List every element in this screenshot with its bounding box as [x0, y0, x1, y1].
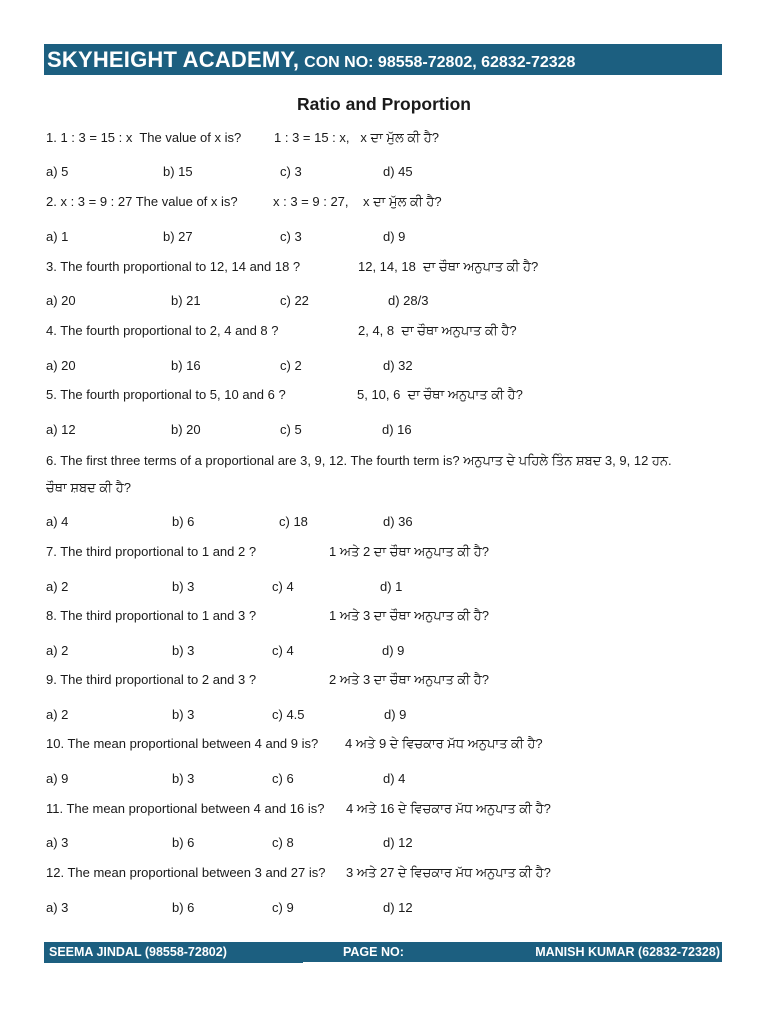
option-d: d) 12	[383, 835, 413, 850]
option-a: a) 5	[46, 164, 69, 179]
footer-divider	[44, 962, 303, 963]
question-text: 4. The fourth proportional to 2, 4 and 8 ?	[46, 323, 279, 338]
option-b: b) 3	[172, 771, 195, 786]
option-c: c) 6	[272, 771, 294, 786]
footer-page-number: PAGE NO:	[343, 945, 404, 959]
question-text: 7. The third proportional to 1 and 2 ?	[46, 544, 257, 559]
option-d: d) 4	[383, 771, 406, 786]
option-d: d) 16	[382, 422, 412, 437]
option-d: d) 1	[380, 579, 403, 594]
option-a: a) 2	[46, 579, 69, 594]
option-d: d) 36	[383, 514, 413, 529]
question-text-punjabi: 4 ਅਤੇ 16 ਦੇ ਵਿਚਕਾਰ ਮੱਧ ਅਨੁਪਾਤ ਕੀ ਹੈ?	[346, 801, 551, 816]
option-d: d) 28/3	[388, 293, 429, 308]
option-b: b) 20	[171, 422, 201, 437]
option-c: c) 3	[280, 229, 302, 244]
footer-teacher-right: MANISH KUMAR (62832-72328)	[535, 945, 720, 959]
option-c: c) 9	[272, 900, 294, 915]
option-c: c) 4	[272, 579, 294, 594]
question-text-punjabi: 2 ਅਤੇ 3 ਦਾ ਚੌਥਾ ਅਨੁਪਾਤ ਕੀ ਹੈ?	[329, 672, 490, 687]
option-c: c) 18	[279, 514, 308, 529]
question-text-punjabi: 2, 4, 8 ਦਾ ਚੌਥਾ ਅਨੁਪਾਤ ਕੀ ਹੈ?	[358, 323, 517, 338]
question-text: 2. x : 3 = 9 : 27 The value of x is?	[46, 194, 238, 209]
option-a: a) 12	[46, 422, 76, 437]
option-c: c) 4.5	[272, 707, 305, 722]
option-b: b) 27	[163, 229, 193, 244]
option-d: d) 12	[383, 900, 413, 915]
question-text: 10. The mean proportional between 4 and 9 is?	[46, 736, 319, 751]
question-text-punjabi: 1 ਅਤੇ 3 ਦਾ ਚੌਥਾ ਅਨੁਪਾਤ ਕੀ ਹੈ?	[329, 608, 490, 623]
option-d: d) 9	[384, 707, 407, 722]
option-b: b) 16	[171, 358, 201, 373]
option-d: d) 32	[383, 358, 413, 373]
option-b: b) 6	[172, 900, 195, 915]
option-a: a) 2	[46, 707, 69, 722]
option-b: b) 3	[172, 643, 195, 658]
question-text-punjabi: 12, 14, 18 ਦਾ ਚੌਥਾ ਅਨੁਪਾਤ ਕੀ ਹੈ?	[358, 259, 539, 274]
question-text-punjabi-continued: ਚੌਥਾ ਸ਼ਬਦ ਕੀ ਹੈ?	[46, 480, 131, 495]
question-text: 12. The mean proportional between 3 and 27 is?	[46, 865, 326, 880]
question-text-punjabi: 4 ਅਤੇ 9 ਦੇ ਵਿਚਕਾਰ ਮੱਧ ਅਨੁਪਾਤ ਕੀ ਹੈ?	[345, 736, 543, 751]
contact-numbers: CON NO: 98558-72802, 62832-72328	[304, 54, 576, 71]
option-a: a) 1	[46, 229, 69, 244]
question-text: 1. 1 : 3 = 15 : x The value of x is?	[46, 130, 242, 145]
option-b: b) 3	[172, 579, 195, 594]
option-a: a) 20	[46, 358, 76, 373]
question-text: 3. The fourth proportional to 12, 14 and 18 ?	[46, 259, 301, 274]
option-c: c) 22	[280, 293, 309, 308]
option-b: b) 21	[171, 293, 201, 308]
question-text-punjabi: ਅਨੁਪਾਤ ਦੇ ਪਹਿਲੇ ਤਿੰਨ ਸ਼ਬਦ 3, 9, 12 ਹਨ.	[463, 453, 672, 468]
header-bar	[44, 44, 722, 75]
option-a: a) 4	[46, 514, 69, 529]
option-a: a) 2	[46, 643, 69, 658]
question-text-punjabi: 5, 10, 6 ਦਾ ਚੌਥਾ ਅਨੁਪਾਤ ਕੀ ਹੈ?	[357, 387, 523, 402]
option-d: d) 9	[383, 229, 406, 244]
academy-name: SKYHEIGHT ACADEMY,	[47, 47, 300, 72]
option-c: c) 2	[280, 358, 302, 373]
page-title: Ratio and Proportion	[296, 94, 472, 114]
option-b: b) 6	[172, 514, 195, 529]
question-text: 11. The mean proportional between 4 and 16 is?	[46, 801, 325, 816]
question-text-punjabi: x : 3 = 9 : 27, x ਦਾ ਮੁੱਲ ਕੀ ਹੈ?	[273, 194, 442, 209]
option-c: c) 4	[272, 643, 294, 658]
option-c: c) 5	[280, 422, 302, 437]
option-a: a) 3	[46, 900, 69, 915]
question-text-punjabi: 1 : 3 = 15 : x, x ਦਾ ਮੁੱਲ ਕੀ ਹੈ?	[274, 130, 439, 145]
option-b: b) 6	[172, 835, 195, 850]
question-line	[46, 453, 722, 469]
option-c: c) 8	[272, 835, 294, 850]
option-a: a) 3	[46, 835, 69, 850]
question-text-punjabi: 3 ਅਤੇ 27 ਦੇ ਵਿਚਕਾਰ ਮੱਧ ਅਨੁਪਾਤ ਕੀ ਹੈ?	[346, 865, 551, 880]
option-b: b) 3	[172, 707, 195, 722]
option-b: b) 15	[163, 164, 193, 179]
option-d: d) 9	[382, 643, 405, 658]
question-text: 8. The third proportional to 1 and 3 ?	[46, 608, 257, 623]
question-text: 5. The fourth proportional to 5, 10 and 6 ?	[46, 387, 286, 402]
question-text: 6. The first three terms of a proportional are 3, 9, 12. The fourth term is?	[46, 453, 460, 468]
question-text: 9. The third proportional to 2 and 3 ?	[46, 672, 257, 687]
option-a: a) 20	[46, 293, 76, 308]
footer-teacher-left: SEEMA JINDAL (98558-72802)	[49, 945, 227, 959]
footer-bar	[44, 942, 722, 962]
option-c: c) 3	[280, 164, 302, 179]
option-d: d) 45	[383, 164, 413, 179]
question-text-punjabi: 1 ਅਤੇ 2 ਦਾ ਚੌਥਾ ਅਨੁਪਾਤ ਕੀ ਹੈ?	[329, 544, 490, 559]
option-a: a) 9	[46, 771, 69, 786]
